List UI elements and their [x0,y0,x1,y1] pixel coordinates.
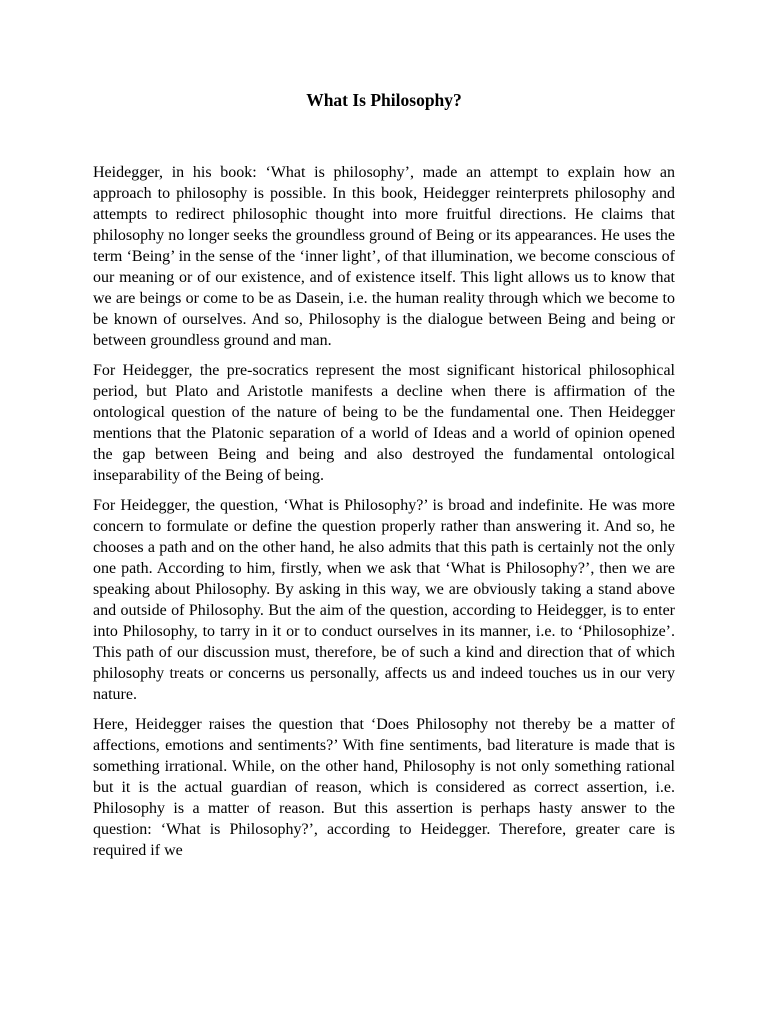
document-page [93,88,675,870]
paragraph-1: Heidegger, in his book: ‘What is philosophy’, made an attempt to explain how an approach to philosophy is possible. In this book, Heidegger reinterprets philosophy and attempts to redirect philosophic thought into more fruitful directions. He claims that philosophy no longer seeks the groundless ground of Being or its appearances. He uses the term ‘Being’ in the sense of the ‘inner light’, of that illumination, we become conscious of our meaning or of our existence, and of existence itself. This light allows us to know that we are beings or come to be as Dasein, i.e. the human reality through which we become to be known of ourselves. And so, Philosophy is the dialogue between Being and being or between groundless ground and man. [93,164,675,349]
document-title: What Is Philosophy? [306,90,462,110]
paragraph-2: For Heidegger, the pre-socratics represent the most significant historical philosophical period, but Plato and Aristotle manifests a decline when there is affirmation of the ontological question of the nature of being to be the fundamental one. Then Heidegger mentions that the Platonic separation of a world of Ideas and a world of opinion opened the gap between Being and being and also destroyed the fundamental ontological inseparability of the Being of being. [93,362,675,484]
paragraph-3: For Heidegger, the question, ‘What is Philosophy?’ is broad and indefinite. He was more concern to formulate or define the question properly rather than answering it. And so, he chooses a path and on the other hand, he also admits that this path is certainly not the only one path. According to him, firstly, when we ask that ‘What is Philosophy?’, then we are speaking about Philosophy. By asking in this way, we are obviously taking a stand above and outside of Philosophy. But the aim of the question, according to Heidegger, is to enter into Philosophy, to tarry in it or to conduct ourselves in its manner, i.e. to ‘Philosophize’. This path of our discussion must, therefore, be of such a kind and direction that of which philosophy treats or concerns us personally, affects us and indeed touches us in our very nature. [93,497,675,703]
paragraph-4: Here, Heidegger raises the question that ‘Does Philosophy not thereby be a matter of affections, emotions and sentiments?’ With fine sentiments, bad literature is made that is something irrational. While, on the other hand, Philosophy is not only something rational but it is the actual guardian of reason, which is considered as correct assertion, i.e. Philosophy is a matter of reason. But this assertion is perhaps hasty answer to the question: ‘What is Philosophy?’, according to Heidegger. Therefore, greater care is required if we [93,716,675,859]
